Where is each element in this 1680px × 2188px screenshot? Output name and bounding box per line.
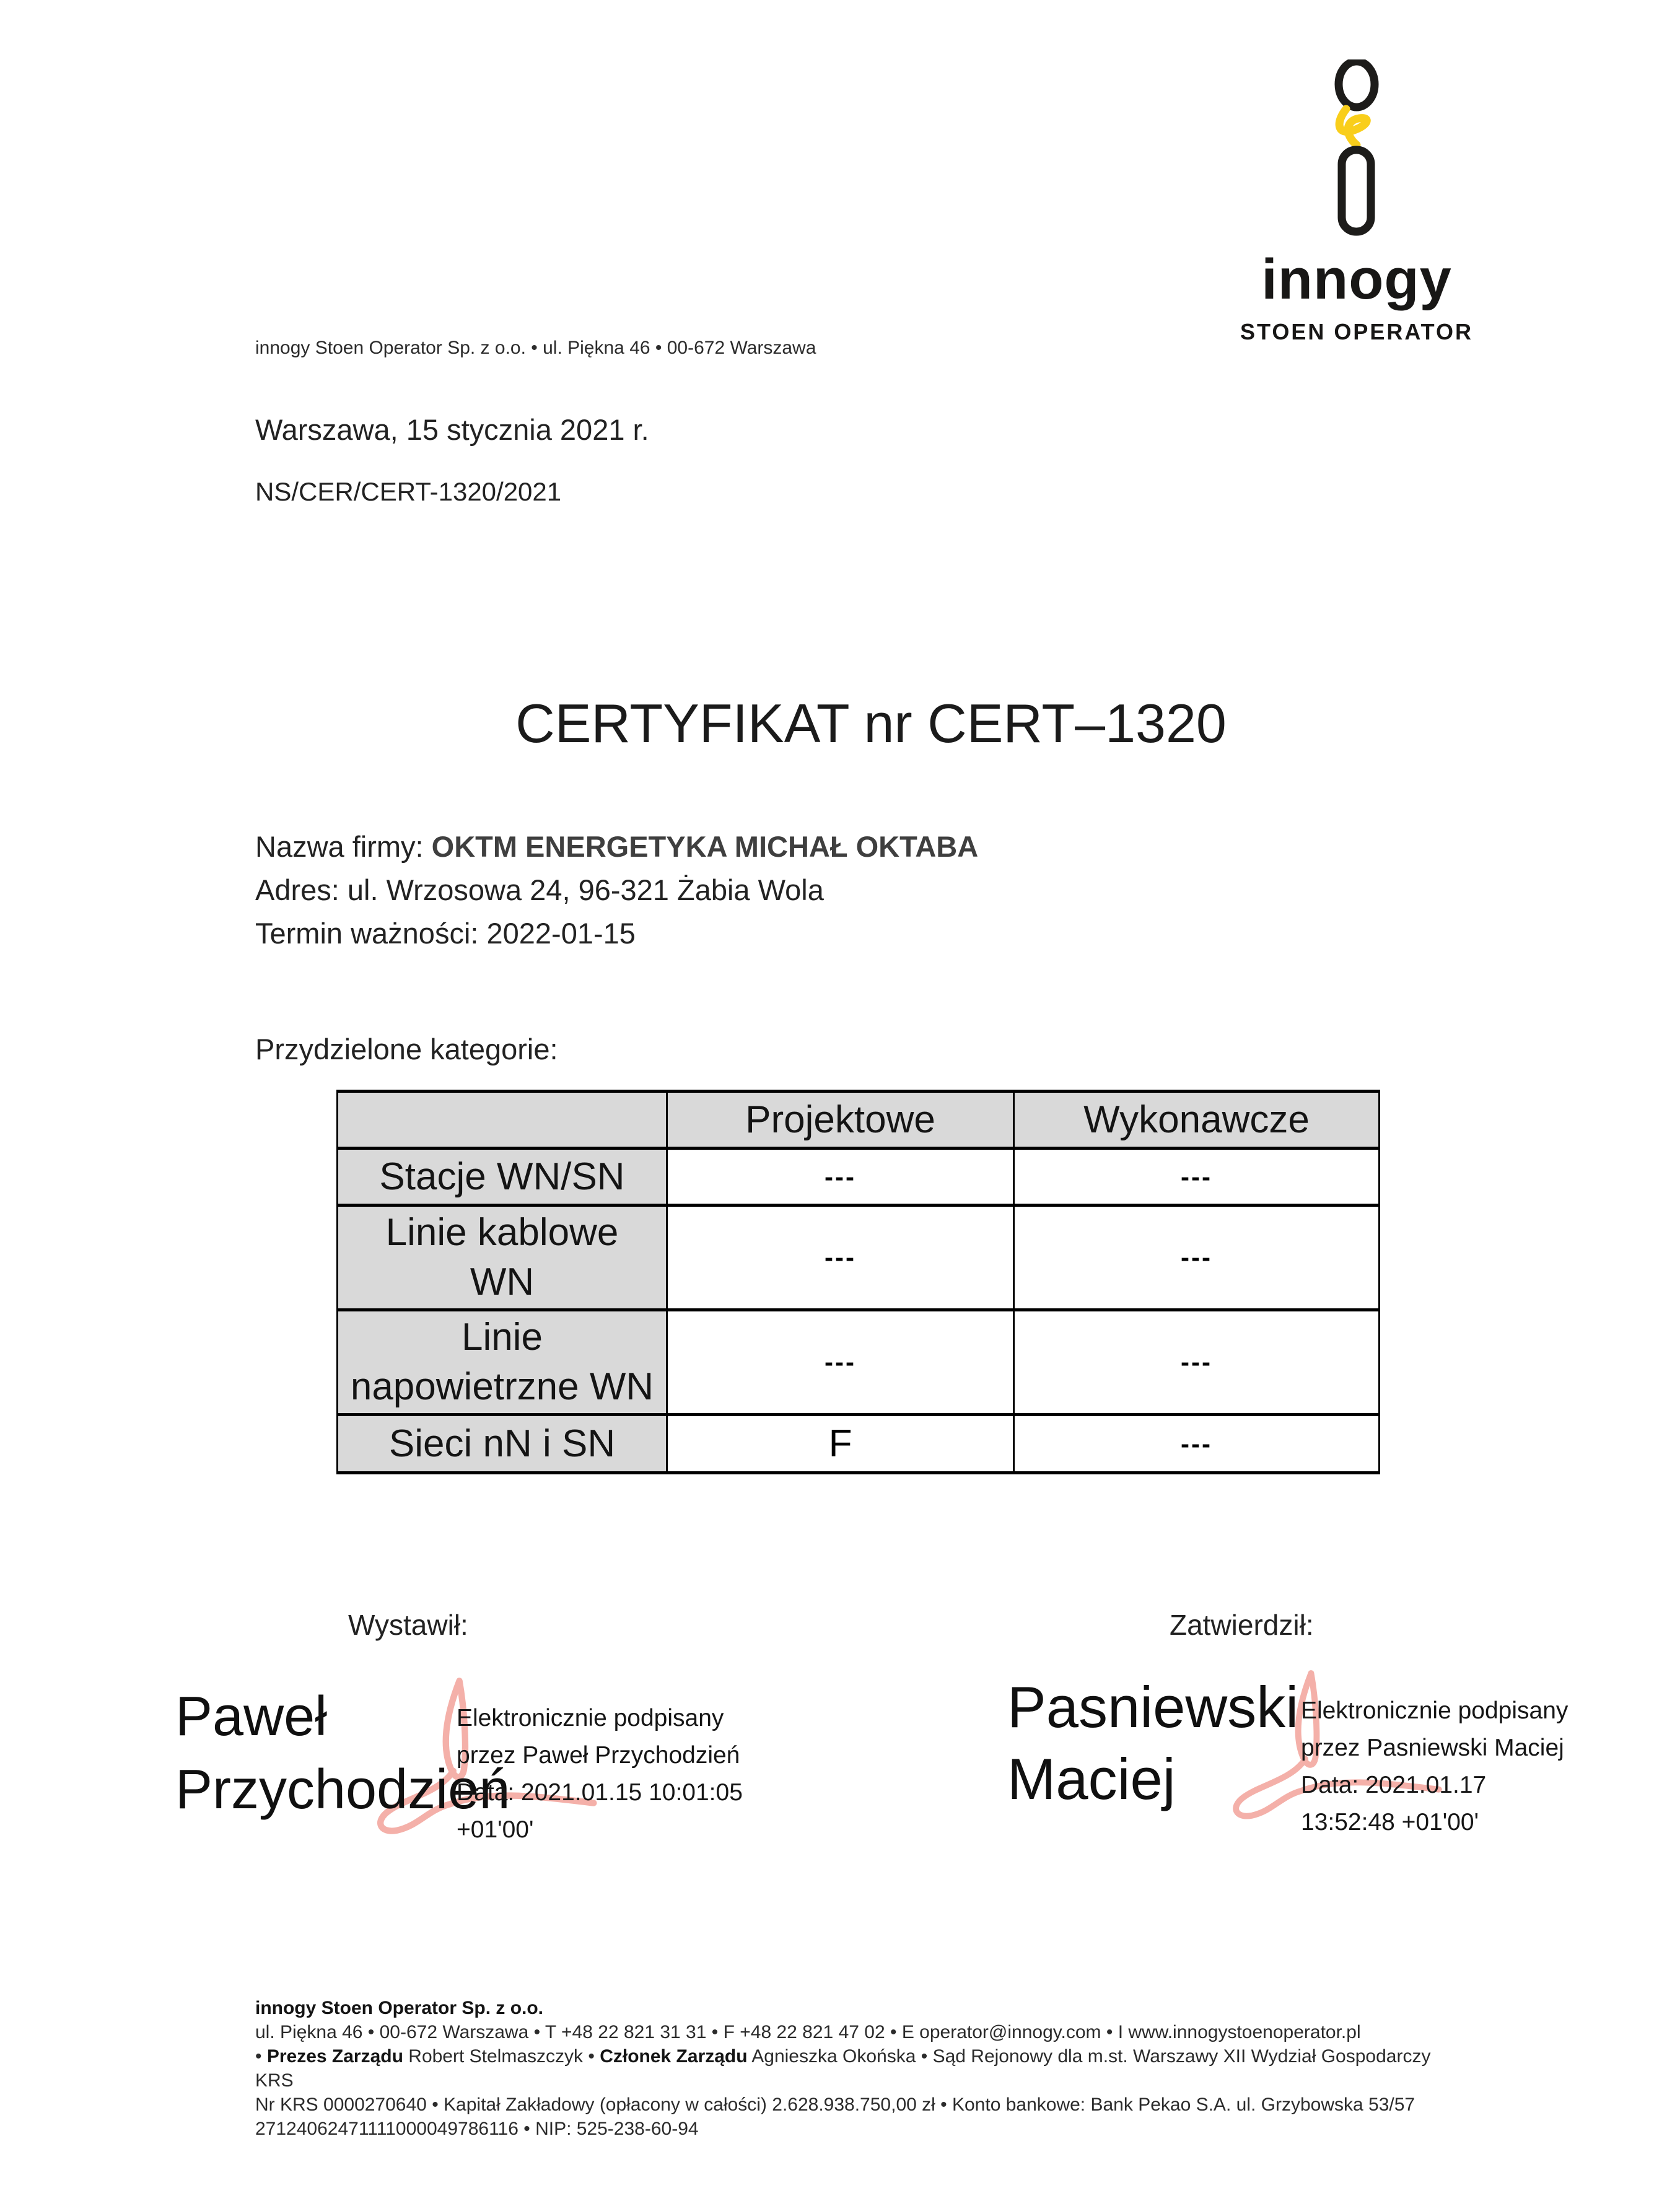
table-row — [338, 1415, 1380, 1473]
signature-details-line: Data: 2021.01.17 — [1301, 1772, 1487, 1798]
category-label: Sieci nN i SN — [388, 1422, 616, 1465]
footer-company-name: innogy Stoen Operator Sp. z o.o. — [255, 1998, 544, 2018]
subbrand-wordmark: STOEN OPERATOR — [1240, 319, 1474, 344]
category-label: Stacje WN/SN — [379, 1155, 625, 1198]
col-header-projektowe: Projektowe — [667, 1092, 1014, 1149]
table-row — [338, 1206, 1380, 1310]
signature-name-line: Paweł — [175, 1686, 328, 1748]
footer-text: Robert Stelmaszczyk • — [403, 2046, 600, 2067]
page-footer — [255, 1996, 1469, 2141]
value-cell-projektowe: --- — [667, 1206, 1014, 1310]
table-corner-cell — [338, 1092, 667, 1149]
value-cell-projektowe: F — [667, 1415, 1014, 1473]
footer-registry-line: Nr KRS 0000270640 • Kapitał Zakładowy (opłacony w całości) 2.628.938.750,00 zł • Konto bankowe: Bank Pekao S.A. ul. Grzybowska 53/57 — [255, 2094, 1415, 2115]
table-row — [338, 1310, 1380, 1415]
category-label: WN — [470, 1261, 535, 1303]
signature-details-line: Elektronicznie podpisany — [457, 1705, 724, 1731]
signature-details-line: Data: 2021.01.15 10:01:05 — [457, 1779, 743, 1806]
value-cell-wykonawcze: --- — [1014, 1149, 1380, 1206]
signature-details-line: 13:52:48 +01'00' — [1301, 1809, 1479, 1836]
col-header-wykonawcze: Wykonawcze — [1014, 1092, 1380, 1149]
validity-value: 2022-01-15 — [486, 917, 636, 950]
signature-name — [1007, 1671, 1298, 1815]
company-name-label: Nazwa firmy: — [255, 830, 432, 863]
signature-name-line: Maciej — [1007, 1746, 1176, 1811]
value-cell-wykonawcze: --- — [1014, 1415, 1380, 1473]
company-address-label: Adres: — [255, 873, 348, 906]
company-address-line — [255, 869, 978, 912]
categories-table — [336, 1090, 1380, 1474]
table-row — [338, 1149, 1380, 1206]
approved-by-label: Zatwierdził: — [1170, 1609, 1314, 1641]
signature-details-line: Elektronicznie podpisany — [1301, 1697, 1568, 1724]
signature-details — [457, 1700, 743, 1849]
footer-role-president: Prezes Zarządu — [266, 2046, 403, 2067]
validity-label: Termin ważności: — [255, 917, 487, 950]
category-label-cell — [338, 1149, 667, 1206]
footer-management-line — [255, 2044, 1469, 2093]
categories-heading: Przydzielone kategorie: — [255, 1033, 558, 1066]
category-label-cell — [338, 1206, 667, 1310]
footer-contact-line: ul. Piękna 46 • 00-672 Warszawa • T +48 22 821 31 31 • F +48 22 821 47 02 • E operator@innogy.com • I www.innogystoenoperator.pl — [255, 2022, 1361, 2042]
footer-text: • — [255, 2046, 267, 2067]
company-name-line — [255, 825, 978, 869]
signature-name-line: Przychodzień — [175, 1759, 510, 1821]
signature-details — [1301, 1692, 1568, 1841]
value-cell-projektowe: --- — [667, 1149, 1014, 1206]
certificate-title: CERTYFIKAT nr CERT–1320 — [515, 692, 1227, 754]
company-info — [255, 825, 978, 955]
footer-account-line: 27124062471111000049786116 • NIP: 525-238-60-94 — [255, 2119, 699, 2139]
innogy-i-mark-icon — [1310, 59, 1403, 236]
company-name-value: OKTM ENERGETYKA MICHAŁ OKTABA — [431, 830, 979, 863]
reference-number: NS/CER/CERT-1320/2021 — [255, 477, 562, 506]
footer-text: Agnieszka Okońska • Sąd Rejonowy dla m.st. Warszawy XII Wydział Gospodarczy KRS — [255, 2046, 1431, 2091]
value-cell-wykonawcze: --- — [1014, 1206, 1380, 1310]
issued-by-label: Wystawił: — [348, 1609, 468, 1641]
company-address-value: ul. Wrzosowa 24, 96-321 Żabia Wola — [347, 873, 824, 906]
category-label-cell — [338, 1415, 667, 1473]
footer-role-board-member: Członek Zarządu — [600, 2046, 748, 2067]
signature-details-line: przez Paweł Przychodzień — [457, 1742, 740, 1769]
validity-line — [255, 912, 978, 955]
signature-name-line: Pasniewski — [1007, 1674, 1299, 1739]
value-cell-projektowe: --- — [667, 1310, 1014, 1415]
brand-wordmark: innogy — [1261, 248, 1452, 311]
table-header-row — [338, 1092, 1380, 1149]
signature-details-line: +01'00' — [457, 1816, 534, 1843]
category-label: napowietrzne WN — [350, 1365, 654, 1408]
value-cell-wykonawcze: --- — [1014, 1310, 1380, 1415]
innogy-spark-icon — [1339, 109, 1367, 145]
innogy-logo — [1230, 59, 1484, 345]
signature-details-line: przez Pasniewski Maciej — [1301, 1735, 1564, 1761]
category-label: Linie — [462, 1316, 543, 1359]
category-label: Linie kablowe — [385, 1211, 619, 1254]
place-date-line: Warszawa, 15 stycznia 2021 r. — [255, 413, 649, 446]
sender-address-line: innogy Stoen Operator Sp. z o.o. • ul. Piękna 46 • 00-672 Warszawa — [255, 338, 816, 358]
category-label-cell — [338, 1310, 667, 1415]
